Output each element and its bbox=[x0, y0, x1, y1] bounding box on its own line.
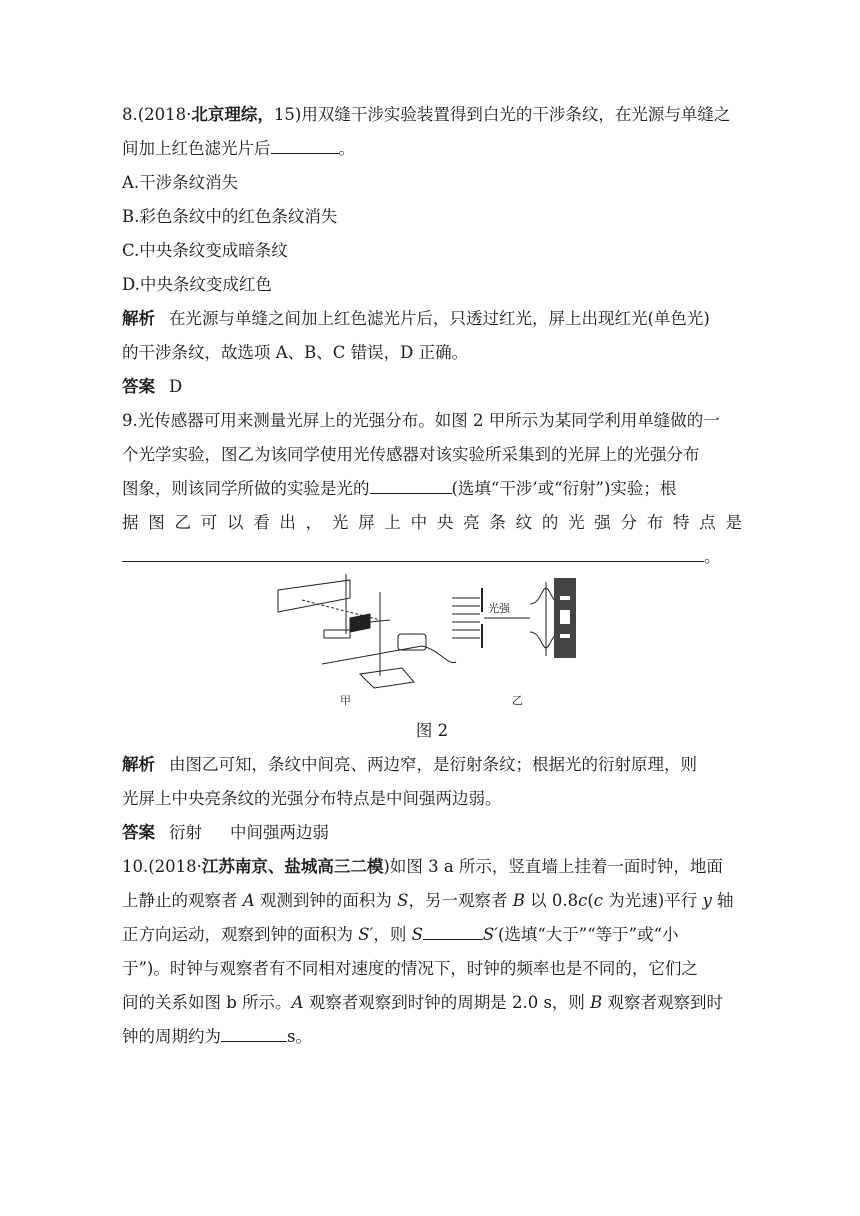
q9-line-2: 个光学实验，图乙为该同学使用光传感器对该实验所采集到的光屏上的光强分布 bbox=[122, 445, 700, 464]
q9-answer-line bbox=[122, 816, 742, 850]
q9-line-3 bbox=[122, 472, 742, 506]
q8-option-a: A.干涉条纹消失 bbox=[122, 173, 239, 192]
q8-line-2 bbox=[122, 132, 742, 166]
q9-analysis-label: 解析 bbox=[122, 755, 155, 774]
q8-analysis-line-1 bbox=[122, 302, 742, 336]
var-a: A bbox=[291, 993, 304, 1012]
q10-text: 轴 bbox=[711, 891, 734, 910]
bright-fringe-1 bbox=[560, 596, 570, 600]
var-b: B bbox=[512, 891, 525, 910]
var-s-prime: S′ bbox=[358, 925, 374, 944]
q8-answer: D bbox=[169, 377, 183, 396]
q10-line-6 bbox=[122, 1020, 742, 1054]
var-s: S bbox=[397, 891, 409, 910]
q10-stem-1: )如图 3 a 所示，竖直墙上挂着一面时钟，地面 bbox=[383, 857, 723, 876]
var-c: c bbox=[578, 891, 588, 910]
q10-text: 间的关系如图 b 所示。 bbox=[122, 993, 292, 1012]
q10-answer-blank-1 bbox=[423, 921, 483, 940]
q10-number: 10.(2018· bbox=[122, 857, 202, 876]
q8-answer-blank bbox=[271, 135, 339, 154]
slit bbox=[350, 614, 370, 632]
var-a: A bbox=[242, 891, 255, 910]
q10-answer-blank-2 bbox=[221, 1023, 287, 1042]
q10-line-2 bbox=[122, 884, 742, 918]
q10-text: 观察者观察到时钟的周期是 2.0 s，则 bbox=[303, 993, 591, 1012]
var-y: y bbox=[702, 891, 712, 910]
q10-text: ( bbox=[587, 891, 594, 910]
q9-line-1: 9.光传感器可用来测量光屏上的光强分布。如图 2 甲所示为某同学利用单缝做的一 bbox=[122, 411, 720, 430]
q10-line-1 bbox=[122, 850, 742, 884]
q10-text: 观测到钟的面积为 bbox=[254, 891, 398, 910]
q8-analysis-label: 解析 bbox=[122, 309, 155, 328]
q8-source: 北京理综， bbox=[191, 105, 274, 124]
q9-answer-blank-2 bbox=[122, 543, 704, 562]
q10-text: 为光速)平行 bbox=[603, 891, 703, 910]
figure-2 bbox=[122, 574, 742, 714]
q9-answer-label: 答案 bbox=[122, 823, 155, 842]
q8-stem-2: 间加上红色滤光片后 bbox=[122, 139, 271, 158]
q8-line-1 bbox=[122, 98, 742, 132]
q10-text: s。 bbox=[287, 1027, 312, 1046]
q10-line-4: 于”)。时钟与观察者有不同相对速度的情况下，时钟的频率也是不同的，它们之 bbox=[122, 959, 698, 978]
q8-option-d: D.中央条纹变成红色 bbox=[122, 275, 272, 294]
q10-line-5 bbox=[122, 986, 742, 1020]
bright-fringe-2 bbox=[560, 634, 570, 638]
q10-text: ，则 bbox=[373, 925, 412, 944]
q10-text: (选填“大于”“等于”或“小 bbox=[497, 925, 679, 944]
figure-label-b: 乙 bbox=[512, 694, 523, 707]
q9-stem-3b: (选填“干涉’或“衍射”)实验；根 bbox=[451, 479, 677, 498]
var-b: B bbox=[590, 993, 603, 1012]
q8-analysis-text-1: 在光源与单缝之间加上红色滤光片后，只透过红光，屏上出现红光(单色光) bbox=[169, 309, 710, 328]
q8-stem-end: 。 bbox=[338, 139, 355, 158]
q8-number: 8.(2018· bbox=[122, 105, 192, 124]
rail bbox=[322, 646, 422, 664]
q9-analysis-line-2: 光屏上中央亮条纹的光强分布特点是中间强两边弱。 bbox=[122, 789, 502, 808]
q9-stem-3: 图象，则该同学所做的实验是光的 bbox=[122, 479, 370, 498]
light-intensity-label: 光强 bbox=[488, 602, 510, 615]
sensor-cable bbox=[422, 646, 456, 663]
q8-answer-label: 答案 bbox=[122, 377, 155, 396]
q8-option-c: C.中央条纹变成暗条纹 bbox=[122, 241, 288, 260]
q9-analysis-line-1 bbox=[122, 748, 742, 782]
figure-label-a: 甲 bbox=[340, 694, 351, 707]
q9-analysis-text-1: 由图乙可知，条纹中间亮、两边窄，是衍射条纹；根据光的衍射原理，则 bbox=[169, 755, 697, 774]
q8-option-b: B.彩色条纹中的红色条纹消失 bbox=[122, 207, 338, 226]
q9-answer-blank-1 bbox=[370, 475, 452, 494]
q8-answer-line bbox=[122, 370, 742, 404]
var-s-prime: S′ bbox=[482, 925, 498, 944]
q9-stem-end: 。 bbox=[704, 547, 721, 566]
central-bright-fringe bbox=[560, 610, 570, 624]
incident-rays bbox=[452, 598, 480, 638]
figure-2-drawing bbox=[122, 574, 742, 714]
q10-text: ，另一观察者 bbox=[408, 891, 513, 910]
q9-answer-1: 衍射 bbox=[169, 823, 202, 842]
figure-2-caption: 图 2 bbox=[415, 721, 449, 740]
stand-base-2 bbox=[360, 668, 414, 688]
q10-text: 观察者观察到时 bbox=[602, 993, 724, 1012]
q8-analysis-line-2: 的干涉条纹，故选项 A、B、C 错误，D 正确。 bbox=[122, 343, 469, 362]
q9-line-5 bbox=[122, 540, 742, 574]
var-c: c bbox=[593, 891, 604, 910]
light-screen bbox=[278, 580, 350, 612]
q10-text: 以 0.8 bbox=[524, 891, 579, 910]
q10-text: 上静止的观察者 bbox=[122, 891, 243, 910]
q10-source: 江苏南京、盐城高三二模 bbox=[201, 857, 384, 876]
q9-answer-2: 中间强两边弱 bbox=[230, 823, 329, 842]
q10-text: 钟的周期约为 bbox=[122, 1027, 221, 1046]
q10-line-3 bbox=[122, 918, 742, 952]
content bbox=[122, 98, 742, 1054]
q9-line-4: 据图乙可以看出，光屏上中央亮条纹的光强分布特点是 bbox=[122, 513, 742, 532]
var-s: S bbox=[411, 925, 423, 944]
q8-stem-1: 15)用双缝干涉实验装置得到白光的干涉条纹，在光源与单缝之 bbox=[273, 105, 731, 124]
q10-text: 正方向运动，观察到钟的面积为 bbox=[122, 925, 359, 944]
